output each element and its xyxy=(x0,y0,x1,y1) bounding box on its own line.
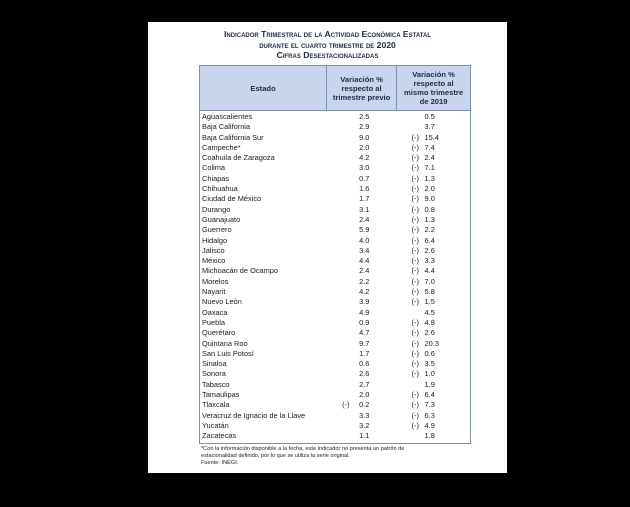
value-trimestre-previo: 4.2 xyxy=(359,153,370,163)
cell-mismo-trimestre xyxy=(397,163,470,173)
cell-estado: Nuevo León xyxy=(202,297,242,307)
value-mismo-trimestre: 7.0 xyxy=(424,276,435,286)
cell-mismo-trimestre xyxy=(397,380,470,390)
cell-trimestre-previo xyxy=(327,256,396,266)
negative-marker: (-) xyxy=(411,184,419,194)
cell-estado: Quintana Roo xyxy=(202,338,248,348)
cell-mismo-trimestre xyxy=(397,246,470,256)
title-line-2: durante el cuarto trimestre de 2020 xyxy=(259,39,396,50)
table-row xyxy=(200,163,470,173)
negative-marker: (-) xyxy=(411,287,419,297)
cell-trimestre-previo xyxy=(327,205,396,215)
value-trimestre-previo: 2.9 xyxy=(359,122,370,132)
states-table xyxy=(199,65,471,444)
cell-mismo-trimestre xyxy=(397,266,470,276)
cell-trimestre-previo xyxy=(327,277,396,287)
table-row xyxy=(200,122,470,132)
cell-estado: Chihuahua xyxy=(202,184,238,194)
cell-trimestre-previo xyxy=(327,225,396,235)
value-mismo-trimestre: 3.7 xyxy=(424,122,435,132)
header-mismo-trimestre xyxy=(397,66,470,110)
value-trimestre-previo: 4.2 xyxy=(359,287,370,297)
cell-trimestre-previo xyxy=(327,359,396,369)
negative-marker: (-) xyxy=(411,225,419,235)
cell-mismo-trimestre xyxy=(397,277,470,287)
cell-trimestre-previo xyxy=(327,431,396,441)
cell-mismo-trimestre xyxy=(397,359,470,369)
cell-estado: Nayarit xyxy=(202,287,226,297)
cell-trimestre-previo xyxy=(327,287,396,297)
cell-estado: Baja California xyxy=(202,122,251,132)
cell-trimestre-previo xyxy=(327,369,396,379)
cell-trimestre-previo xyxy=(327,349,396,359)
value-mismo-trimestre: 4.8 xyxy=(424,317,435,327)
cell-mismo-trimestre xyxy=(397,225,470,235)
cell-mismo-trimestre xyxy=(397,236,470,246)
table-row xyxy=(200,112,470,122)
value-trimestre-previo: 3.9 xyxy=(359,297,370,307)
table-row xyxy=(200,225,470,235)
value-mismo-trimestre: 20.3 xyxy=(424,338,439,348)
value-trimestre-previo: 2.2 xyxy=(359,276,370,286)
cell-mismo-trimestre xyxy=(397,143,470,153)
cell-trimestre-previo xyxy=(327,143,396,153)
cell-mismo-trimestre xyxy=(397,153,470,163)
cell-trimestre-previo xyxy=(327,174,396,184)
value-mismo-trimestre: 5.8 xyxy=(424,287,435,297)
table-row xyxy=(200,349,470,359)
cell-estado: Guanajuato xyxy=(202,214,241,224)
value-mismo-trimestre: 7.3 xyxy=(424,400,435,410)
cell-trimestre-previo xyxy=(327,380,396,390)
cell-mismo-trimestre xyxy=(397,174,470,184)
cell-estado: Ciudad de México xyxy=(202,194,262,204)
value-mismo-trimestre: 0.5 xyxy=(424,112,435,121)
cell-estado: Guerrero xyxy=(202,225,232,235)
negative-marker: (-) xyxy=(411,400,419,410)
value-mismo-trimestre: 4.5 xyxy=(424,307,435,317)
value-mismo-trimestre: 2.0 xyxy=(424,184,435,194)
table-row xyxy=(200,287,470,297)
cell-estado: Morelos xyxy=(202,276,229,286)
cell-trimestre-previo xyxy=(327,411,396,421)
table-body xyxy=(199,111,471,444)
cell-mismo-trimestre xyxy=(397,308,470,318)
cell-mismo-trimestre xyxy=(397,421,470,431)
cell-mismo-trimestre xyxy=(397,400,470,410)
cell-estado: Veracruz de Ignacio de la Llave xyxy=(202,410,306,420)
value-trimestre-previo: 0.2 xyxy=(359,400,370,410)
cell-trimestre-previo xyxy=(327,308,396,318)
value-trimestre-previo: 1.6 xyxy=(359,184,370,194)
negative-marker: (-) xyxy=(411,173,419,183)
table-header xyxy=(199,65,471,111)
cell-trimestre-previo xyxy=(327,266,396,276)
value-trimestre-previo: 2.0 xyxy=(359,390,370,400)
negative-marker: (-) xyxy=(411,142,419,152)
footnote-line-2: estacionalidad definido, por lo que se utiliza la serie original. xyxy=(201,453,350,459)
negative-marker: (-) xyxy=(411,245,419,255)
cell-trimestre-previo xyxy=(327,163,396,173)
cell-mismo-trimestre xyxy=(397,256,470,266)
negative-marker: (-) xyxy=(342,400,350,410)
value-trimestre-previo: 0.6 xyxy=(359,359,370,369)
cell-estado: México xyxy=(202,256,226,266)
value-mismo-trimestre: 1.5 xyxy=(424,297,435,307)
value-trimestre-previo: 1.1 xyxy=(359,431,370,441)
value-trimestre-previo: 3.1 xyxy=(359,204,370,214)
table-row xyxy=(200,153,470,163)
table-row xyxy=(200,256,470,266)
cell-estado: San Luis Potosí xyxy=(202,348,254,358)
value-mismo-trimestre: 7.4 xyxy=(424,142,435,152)
table-row xyxy=(200,194,470,204)
cell-trimestre-previo xyxy=(327,133,396,143)
negative-marker: (-) xyxy=(411,420,419,430)
table-row xyxy=(200,431,470,441)
cell-estado: Yucatán xyxy=(202,420,229,430)
cell-estado: Colima xyxy=(202,163,225,173)
cell-estado: Zacatecas xyxy=(202,431,237,441)
negative-marker: (-) xyxy=(411,297,419,307)
header-col2-line: Variación % xyxy=(340,74,383,84)
value-mismo-trimestre: 6.4 xyxy=(424,235,435,245)
table-row xyxy=(200,421,470,431)
table-row xyxy=(200,236,470,246)
value-mismo-trimestre: 9.0 xyxy=(424,194,435,204)
negative-marker: (-) xyxy=(411,359,419,369)
cell-trimestre-previo xyxy=(327,236,396,246)
table-row xyxy=(200,246,470,256)
cell-mismo-trimestre xyxy=(397,205,470,215)
value-mismo-trimestre: 2.2 xyxy=(424,225,435,235)
value-trimestre-previo: 1.7 xyxy=(359,194,370,204)
negative-marker: (-) xyxy=(411,163,419,173)
value-trimestre-previo: 4.7 xyxy=(359,328,370,338)
cell-trimestre-previo xyxy=(327,421,396,431)
cell-estado: Coahuila de Zaragoza xyxy=(202,153,275,163)
negative-marker: (-) xyxy=(411,328,419,338)
table-row xyxy=(200,400,470,410)
header-col2-line: trimestre previo xyxy=(332,92,391,102)
cell-mismo-trimestre xyxy=(397,133,470,143)
cell-estado: Tamaulipas xyxy=(202,390,240,400)
cell-estado: Oaxaca xyxy=(202,307,228,317)
table-row xyxy=(200,266,470,276)
value-trimestre-previo: 3.2 xyxy=(359,420,370,430)
value-mismo-trimestre: 1.0 xyxy=(424,369,435,379)
negative-marker: (-) xyxy=(411,235,419,245)
value-mismo-trimestre: 7.1 xyxy=(424,163,435,173)
header-col3-line: respecto al xyxy=(413,79,454,88)
document-page xyxy=(148,22,507,473)
value-mismo-trimestre: 3.3 xyxy=(424,256,435,266)
cell-trimestre-previo xyxy=(327,339,396,349)
cell-trimestre-previo xyxy=(327,153,396,163)
value-trimestre-previo: 0.9 xyxy=(359,317,370,327)
table-row xyxy=(200,411,470,421)
header-estado: Estado xyxy=(200,66,327,110)
table-row xyxy=(200,205,470,215)
negative-marker: (-) xyxy=(411,194,419,204)
cell-mismo-trimestre xyxy=(397,328,470,338)
cell-trimestre-previo xyxy=(327,400,396,410)
cell-trimestre-previo xyxy=(327,328,396,338)
cell-estado: Querétaro xyxy=(202,328,236,338)
negative-marker: (-) xyxy=(411,317,419,327)
value-mismo-trimestre: 0.6 xyxy=(424,348,435,358)
cell-mismo-trimestre xyxy=(397,194,470,204)
value-trimestre-previo: 3.4 xyxy=(359,245,370,255)
cell-mismo-trimestre xyxy=(397,431,470,441)
cell-estado: Michoacán de Ocampo xyxy=(202,266,278,276)
table-row xyxy=(200,184,470,194)
value-trimestre-previo: 4.4 xyxy=(359,256,370,266)
cell-estado: Sinaloa xyxy=(202,359,227,369)
value-trimestre-previo: 0.7 xyxy=(359,173,370,183)
cell-trimestre-previo xyxy=(327,246,396,256)
table-row xyxy=(200,380,470,390)
table-row xyxy=(200,297,470,307)
value-trimestre-previo: 2.5 xyxy=(359,112,370,121)
cell-estado: Tlaxcala xyxy=(202,400,230,410)
value-trimestre-previo: 1.7 xyxy=(359,348,370,358)
table-row xyxy=(200,174,470,184)
value-trimestre-previo: 3.3 xyxy=(359,410,370,420)
cell-estado: Puebla xyxy=(202,317,226,327)
value-mismo-trimestre: 2.4 xyxy=(424,153,435,163)
header-col2-line: respecto al xyxy=(341,83,382,93)
table-row xyxy=(200,339,470,349)
cell-estado: Durango xyxy=(202,204,231,214)
cell-estado: Baja California Sur xyxy=(202,132,264,142)
table-row xyxy=(200,133,470,143)
cell-estado: Campeche* xyxy=(202,142,241,152)
cell-estado: Sonora xyxy=(202,369,226,379)
cell-mismo-trimestre xyxy=(397,349,470,359)
value-trimestre-previo: 2.4 xyxy=(359,266,370,276)
value-trimestre-previo: 4.0 xyxy=(359,235,370,245)
cell-trimestre-previo xyxy=(327,112,396,122)
cell-estado: Hidalgo xyxy=(202,235,228,245)
header-col3-line: de 2019 xyxy=(419,97,448,106)
cell-trimestre-previo xyxy=(327,390,396,400)
cell-mismo-trimestre xyxy=(397,297,470,307)
cell-trimestre-previo xyxy=(327,215,396,225)
negative-marker: (-) xyxy=(411,153,419,163)
value-mismo-trimestre: 2.6 xyxy=(424,245,435,255)
negative-marker: (-) xyxy=(411,204,419,214)
table-row xyxy=(200,277,470,287)
negative-marker: (-) xyxy=(411,214,419,224)
cell-mismo-trimestre xyxy=(397,122,470,132)
footnote xyxy=(201,446,481,467)
cell-estado: Tabasco xyxy=(202,379,230,389)
negative-marker: (-) xyxy=(411,266,419,276)
cell-mismo-trimestre xyxy=(397,215,470,225)
footnote-line-1: *Con la información disponible a la fecha, este indicador no presenta un patrón de xyxy=(201,446,405,452)
cell-estado: Chiapas xyxy=(202,173,230,183)
value-mismo-trimestre: 3.5 xyxy=(424,359,435,369)
title-line-3: Cifras Desestacionalizadas xyxy=(276,50,379,60)
document-title xyxy=(148,29,507,61)
table-row xyxy=(200,369,470,379)
value-mismo-trimestre: 6.4 xyxy=(424,390,435,400)
cell-trimestre-previo xyxy=(327,184,396,194)
cell-mismo-trimestre xyxy=(397,411,470,421)
value-trimestre-previo: 9.0 xyxy=(359,132,370,142)
value-mismo-trimestre: 4.9 xyxy=(424,420,435,430)
header-col3-line: Variación % xyxy=(412,70,455,79)
table-row xyxy=(200,308,470,318)
negative-marker: (-) xyxy=(411,256,419,266)
value-trimestre-previo: 5.9 xyxy=(359,225,370,235)
negative-marker: (-) xyxy=(411,369,419,379)
value-mismo-trimestre: 2.6 xyxy=(424,328,435,338)
title-line-1: Indicador Trimestral de la Actividad Económica Estatal xyxy=(224,29,431,39)
cell-estado: Aguascalientes xyxy=(202,112,253,121)
negative-marker: (-) xyxy=(411,390,419,400)
value-mismo-trimestre: 15.4 xyxy=(424,132,439,142)
footnote-source: Fuente: INEGI. xyxy=(201,460,239,466)
cell-mismo-trimestre xyxy=(397,390,470,400)
table-row xyxy=(200,318,470,328)
value-trimestre-previo: 9.7 xyxy=(359,338,370,348)
cell-trimestre-previo xyxy=(327,297,396,307)
value-mismo-trimestre: 4.4 xyxy=(424,266,435,276)
value-mismo-trimestre: 1.9 xyxy=(424,379,435,389)
negative-marker: (-) xyxy=(411,276,419,286)
negative-marker: (-) xyxy=(411,348,419,358)
table-row xyxy=(200,143,470,153)
table-row xyxy=(200,328,470,338)
value-mismo-trimestre: 0.8 xyxy=(424,204,435,214)
header-col3-line: mismo trimestre xyxy=(404,88,464,97)
cell-trimestre-previo xyxy=(327,194,396,204)
value-mismo-trimestre: 1.8 xyxy=(424,431,435,441)
negative-marker: (-) xyxy=(411,410,419,420)
value-mismo-trimestre: 6.3 xyxy=(424,410,435,420)
value-trimestre-previo: 2.7 xyxy=(359,379,370,389)
cell-mismo-trimestre xyxy=(397,184,470,194)
cell-estado: Jalisco xyxy=(202,245,225,255)
cell-trimestre-previo xyxy=(327,122,396,132)
cell-trimestre-previo xyxy=(327,318,396,328)
value-trimestre-previo: 2.0 xyxy=(359,142,370,152)
value-mismo-trimestre: 1.3 xyxy=(424,214,435,224)
value-trimestre-previo: 3.0 xyxy=(359,163,370,173)
value-trimestre-previo: 2.6 xyxy=(359,369,370,379)
value-mismo-trimestre: 1.3 xyxy=(424,173,435,183)
cell-mismo-trimestre xyxy=(397,339,470,349)
cell-mismo-trimestre xyxy=(397,369,470,379)
cell-mismo-trimestre xyxy=(397,287,470,297)
value-trimestre-previo: 2.4 xyxy=(359,214,370,224)
negative-marker: (-) xyxy=(411,338,419,348)
table-row xyxy=(200,359,470,369)
table-row xyxy=(200,215,470,225)
value-trimestre-previo: 4.9 xyxy=(359,307,370,317)
table-row xyxy=(200,390,470,400)
header-trimestre-previo xyxy=(327,66,397,110)
negative-marker: (-) xyxy=(411,132,419,142)
cell-mismo-trimestre xyxy=(397,318,470,328)
cell-mismo-trimestre xyxy=(397,112,470,122)
